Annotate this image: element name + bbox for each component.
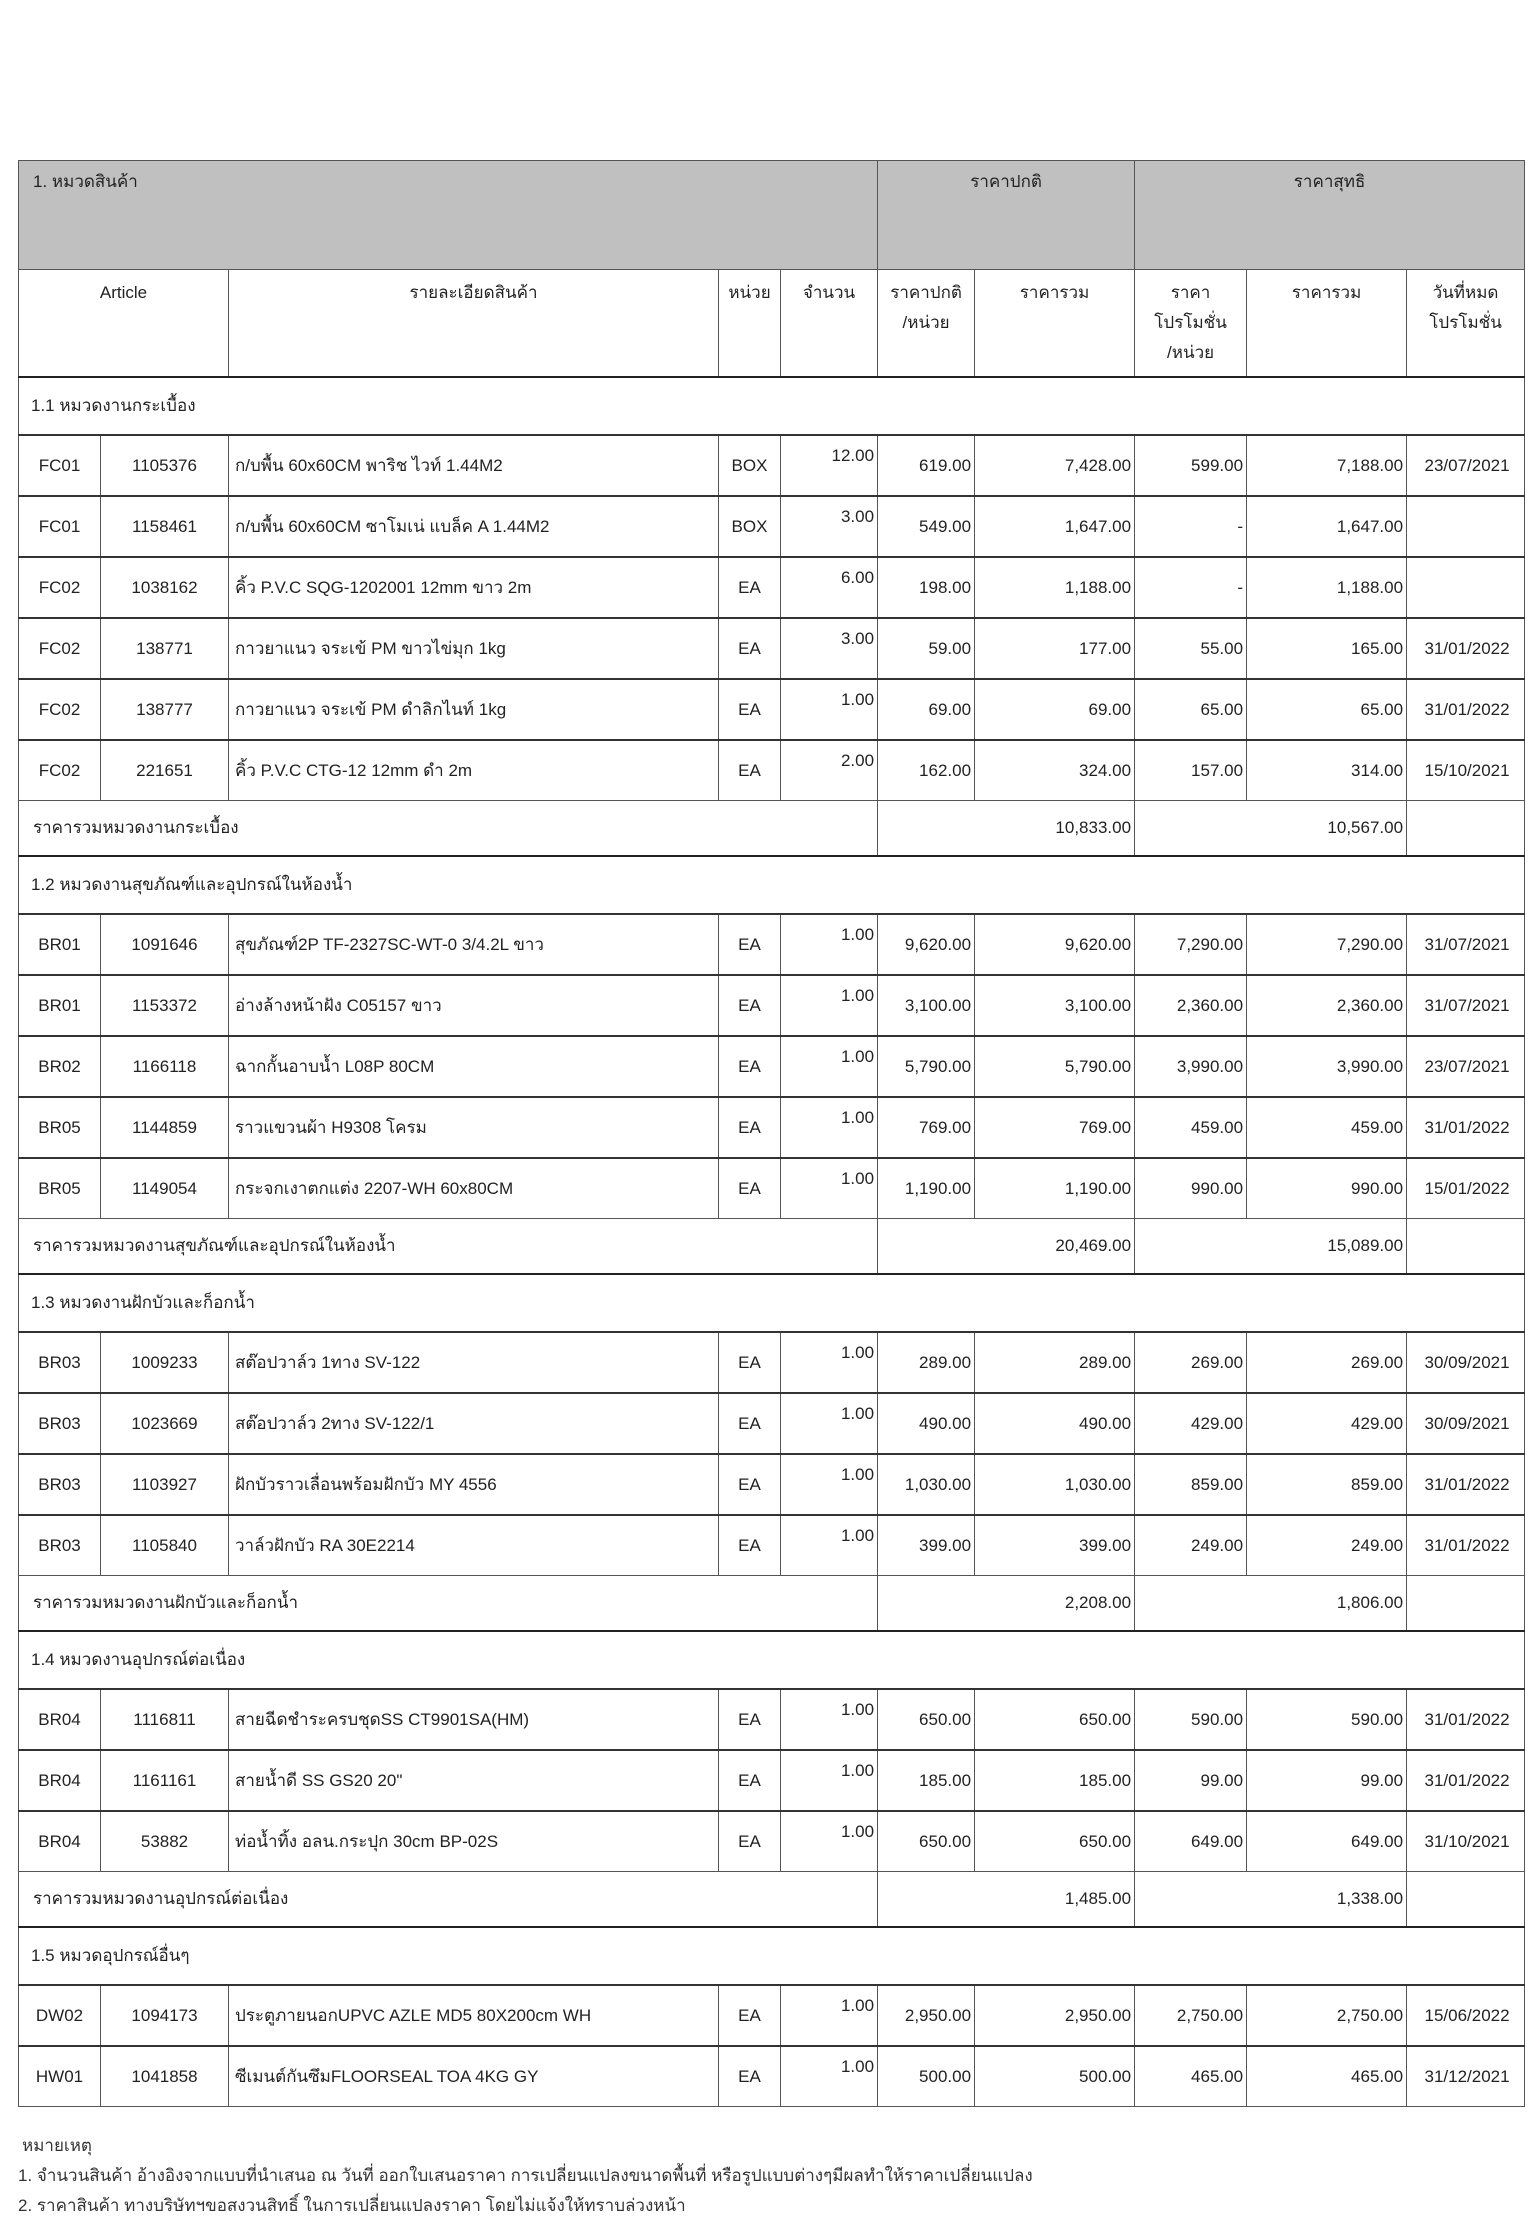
- item-promo-unit-price: 590.00: [1135, 1689, 1247, 1750]
- item-group-code: FC02: [19, 618, 101, 679]
- item-promo-unit-price: 249.00: [1135, 1515, 1247, 1576]
- item-promo-unit-price: 459.00: [1135, 1097, 1247, 1158]
- item-normal-unit-price: 650.00: [878, 1689, 975, 1750]
- subtotal-label: ราคารวมหมวดงานกระเบื้อง: [19, 801, 878, 857]
- table-row: [19, 1158, 1525, 1219]
- item-unit: EA: [719, 1097, 781, 1158]
- column-header-description: รายละเอียดสินค้า: [229, 270, 719, 378]
- item-quantity: 1.00: [781, 1689, 878, 1750]
- item-net-total: 314.00: [1247, 740, 1407, 801]
- item-group-code: HW01: [19, 2046, 101, 2107]
- item-description: อ่างล้างหน้าฝัง C05157 ขาว: [229, 975, 719, 1036]
- item-group-code: FC01: [19, 496, 101, 557]
- item-description: สต๊อปวาล์ว 1ทาง SV-122: [229, 1332, 719, 1393]
- item-promo-end-date: 31/01/2022: [1407, 618, 1525, 679]
- item-promo-unit-price: 7,290.00: [1135, 914, 1247, 975]
- item-description: วาล์วฝักบัว RA 30E2214: [229, 1515, 719, 1576]
- item-unit: BOX: [719, 496, 781, 557]
- item-article-number: 1166118: [101, 1036, 229, 1097]
- item-group-code: BR01: [19, 914, 101, 975]
- item-description: ก/บพื้น 60x60CM ซาโมเน่ แบล็ค A 1.44M2: [229, 496, 719, 557]
- item-normal-total: 769.00: [975, 1097, 1135, 1158]
- column-header-unit: หน่วย: [719, 270, 781, 378]
- item-description: สุขภัณฑ์2P TF-2327SC-WT-0 3/4.2L ขาว: [229, 914, 719, 975]
- item-quantity: 3.00: [781, 618, 878, 679]
- item-promo-unit-price: 3,990.00: [1135, 1036, 1247, 1097]
- item-quantity: 6.00: [781, 557, 878, 618]
- item-unit: BOX: [719, 435, 781, 496]
- subtotal-row: [19, 1872, 1525, 1928]
- item-promo-end-date: 31/01/2022: [1407, 1515, 1525, 1576]
- table-row: [19, 1515, 1525, 1576]
- item-group-code: BR04: [19, 1689, 101, 1750]
- column-header-promo-unit-price-line2: โปรโมชั่น: [1154, 313, 1227, 332]
- item-normal-total: 1,190.00: [975, 1158, 1135, 1219]
- item-description: กาวยาแนว จระเข้ PM ขาวไข่มุก 1kg: [229, 618, 719, 679]
- item-promo-unit-price: 55.00: [1135, 618, 1247, 679]
- item-unit: EA: [719, 740, 781, 801]
- section-title: 1.1 หมวดงานกระเบื้อง: [19, 377, 1525, 435]
- item-normal-total: 399.00: [975, 1515, 1135, 1576]
- item-quantity: 1.00: [781, 914, 878, 975]
- subtotal-net-total: 1,806.00: [1135, 1576, 1407, 1632]
- item-article-number: 1105840: [101, 1515, 229, 1576]
- section-title: 1.4 หมวดงานอุปกรณ์ต่อเนื่อง: [19, 1631, 1525, 1689]
- item-net-total: 465.00: [1247, 2046, 1407, 2107]
- item-unit: EA: [719, 1158, 781, 1219]
- item-normal-total: 490.00: [975, 1393, 1135, 1454]
- item-description: คิ้ว P.V.C SQG-1202001 12mm ขาว 2m: [229, 557, 719, 618]
- item-article-number: 1038162: [101, 557, 229, 618]
- item-promo-end-date: 23/07/2021: [1407, 435, 1525, 496]
- category-title: 1. หมวดสินค้า: [19, 161, 878, 270]
- item-article-number: 1023669: [101, 1393, 229, 1454]
- quotation-sheet: [18, 160, 1524, 2221]
- section-header-row: [19, 1631, 1525, 1689]
- item-unit: EA: [719, 1750, 781, 1811]
- item-quantity: 12.00: [781, 435, 878, 496]
- item-promo-unit-price: 465.00: [1135, 2046, 1247, 2107]
- item-normal-total: 69.00: [975, 679, 1135, 740]
- column-header-article: Article: [19, 270, 229, 378]
- subtotal-normal-total: 1,485.00: [878, 1872, 1135, 1928]
- item-quantity: 1.00: [781, 1393, 878, 1454]
- item-description: กระจกเงาตกแต่ง 2207-WH 60x80CM: [229, 1158, 719, 1219]
- item-unit: EA: [719, 1985, 781, 2046]
- item-net-total: 649.00: [1247, 1811, 1407, 1872]
- section-header-row: [19, 1274, 1525, 1332]
- item-quantity: 1.00: [781, 1985, 878, 2046]
- item-group-code: BR03: [19, 1454, 101, 1515]
- item-article-number: 1094173: [101, 1985, 229, 2046]
- item-description: คิ้ว P.V.C CTG-12 12mm ดำ 2m: [229, 740, 719, 801]
- item-article-number: 1105376: [101, 435, 229, 496]
- subtotal-empty-cell: [1407, 1576, 1525, 1632]
- subtotal-normal-total: 10,833.00: [878, 801, 1135, 857]
- item-normal-total: 289.00: [975, 1332, 1135, 1393]
- item-unit: EA: [719, 1454, 781, 1515]
- subtotal-row: [19, 801, 1525, 857]
- section-title: 1.5 หมวดอุปกรณ์อื่นๆ: [19, 1927, 1525, 1985]
- item-article-number: 1103927: [101, 1454, 229, 1515]
- item-net-total: 7,188.00: [1247, 435, 1407, 496]
- item-normal-total: 9,620.00: [975, 914, 1135, 975]
- item-promo-end-date: 31/01/2022: [1407, 679, 1525, 740]
- item-normal-total: 1,647.00: [975, 496, 1135, 557]
- item-unit: EA: [719, 975, 781, 1036]
- item-description: ก/บพื้น 60x60CM พาริช ไวท์ 1.44M2: [229, 435, 719, 496]
- item-description: สายน้ำดี SS GS20 20": [229, 1750, 719, 1811]
- item-quantity: 1.00: [781, 2046, 878, 2107]
- item-normal-total: 2,950.00: [975, 1985, 1135, 2046]
- table-row: [19, 1036, 1525, 1097]
- item-article-number: 1091646: [101, 914, 229, 975]
- item-net-total: 2,360.00: [1247, 975, 1407, 1036]
- table-row: [19, 1750, 1525, 1811]
- item-promo-end-date: 31/12/2021: [1407, 2046, 1525, 2107]
- item-promo-unit-price: 157.00: [1135, 740, 1247, 801]
- table-row: [19, 2046, 1525, 2107]
- item-description: ประตูภายนอกUPVC AZLE MD5 80X200cm WH: [229, 1985, 719, 2046]
- item-promo-unit-price: 599.00: [1135, 435, 1247, 496]
- item-normal-unit-price: 1,190.00: [878, 1158, 975, 1219]
- item-group-code: FC02: [19, 557, 101, 618]
- group-header-net-price: ราคาสุทธิ: [1135, 161, 1525, 270]
- item-promo-unit-price: 2,750.00: [1135, 1985, 1247, 2046]
- item-unit: EA: [719, 1689, 781, 1750]
- table-row: [19, 618, 1525, 679]
- column-header-normal-unit-price: [878, 270, 975, 378]
- item-quantity: 1.00: [781, 1036, 878, 1097]
- subtotal-empty-cell: [1407, 1219, 1525, 1275]
- item-unit: EA: [719, 557, 781, 618]
- column-header-promo-end-line2: โปรโมชั่น: [1429, 313, 1502, 332]
- item-net-total: 7,290.00: [1247, 914, 1407, 975]
- item-promo-end-date: 31/01/2022: [1407, 1097, 1525, 1158]
- item-net-total: 2,750.00: [1247, 1985, 1407, 2046]
- item-promo-end-date: 30/09/2021: [1407, 1332, 1525, 1393]
- table-row: [19, 1393, 1525, 1454]
- item-net-total: 1,647.00: [1247, 496, 1407, 557]
- item-group-code: BR01: [19, 975, 101, 1036]
- item-promo-end-date: 31/07/2021: [1407, 914, 1525, 975]
- table-row: [19, 679, 1525, 740]
- item-promo-end-date: 31/10/2021: [1407, 1811, 1525, 1872]
- item-promo-unit-price: 859.00: [1135, 1454, 1247, 1515]
- item-promo-end-date: 31/07/2021: [1407, 975, 1525, 1036]
- table-row: [19, 1332, 1525, 1393]
- item-normal-unit-price: 9,620.00: [878, 914, 975, 975]
- item-unit: EA: [719, 1036, 781, 1097]
- item-description: สต๊อปวาล์ว 2ทาง SV-122/1: [229, 1393, 719, 1454]
- item-promo-end-date: 31/01/2022: [1407, 1750, 1525, 1811]
- item-unit: EA: [719, 2046, 781, 2107]
- item-normal-unit-price: 500.00: [878, 2046, 975, 2107]
- item-description: ท่อน้ำทิ้ง อลน.กระปุก 30cm BP-02S: [229, 1811, 719, 1872]
- item-promo-unit-price: 2,360.00: [1135, 975, 1247, 1036]
- table-row: [19, 1454, 1525, 1515]
- table-row: [19, 740, 1525, 801]
- item-description: ซีเมนต์กันซึมFLOORSEAL TOA 4KG GY: [229, 2046, 719, 2107]
- item-normal-total: 177.00: [975, 618, 1135, 679]
- item-normal-total: 650.00: [975, 1811, 1135, 1872]
- column-header-qty: จำนวน: [781, 270, 878, 378]
- item-group-code: FC02: [19, 740, 101, 801]
- item-net-total: 269.00: [1247, 1332, 1407, 1393]
- item-article-number: 1158461: [101, 496, 229, 557]
- item-normal-total: 1,188.00: [975, 557, 1135, 618]
- item-quantity: 1.00: [781, 975, 878, 1036]
- item-net-total: 65.00: [1247, 679, 1407, 740]
- item-promo-unit-price: -: [1135, 496, 1247, 557]
- item-promo-end-date: 15/10/2021: [1407, 740, 1525, 801]
- item-unit: EA: [719, 1811, 781, 1872]
- column-header-promo-end-line1: วันที่หมด: [1432, 283, 1499, 302]
- table-row: [19, 557, 1525, 618]
- item-normal-unit-price: 289.00: [878, 1332, 975, 1393]
- item-group-code: BR03: [19, 1393, 101, 1454]
- item-quantity: 3.00: [781, 496, 878, 557]
- item-article-number: 1144859: [101, 1097, 229, 1158]
- item-net-total: 249.00: [1247, 1515, 1407, 1576]
- subtotal-normal-total: 20,469.00: [878, 1219, 1135, 1275]
- table-row: [19, 496, 1525, 557]
- item-promo-unit-price: -: [1135, 557, 1247, 618]
- item-net-total: 590.00: [1247, 1689, 1407, 1750]
- item-quantity: 1.00: [781, 1454, 878, 1515]
- column-header-promo-unit-price-line3: /หน่วย: [1167, 343, 1215, 362]
- subtotal-net-total: 10,567.00: [1135, 801, 1407, 857]
- item-net-total: 3,990.00: [1247, 1036, 1407, 1097]
- subtotal-label: ราคารวมหมวดงานฝักบัวและก็อกน้ำ: [19, 1576, 878, 1632]
- subtotal-net-total: 15,089.00: [1135, 1219, 1407, 1275]
- column-header-net-total: ราคารวม: [1247, 270, 1407, 378]
- item-net-total: 859.00: [1247, 1454, 1407, 1515]
- item-unit: EA: [719, 1393, 781, 1454]
- note-line: 2. ราคาสินค้า ทางบริษัทฯขอสงวนสิทธิ์ ในการเปลี่ยนแปลงราคา โดยไม่แจ้งให้ทราบล่วงหน้า: [18, 2196, 686, 2215]
- item-group-code: BR05: [19, 1097, 101, 1158]
- notes-block: [18, 2107, 1536, 2221]
- item-description: ฝักบัวราวเลื่อนพร้อมฝักบัว MY 4556: [229, 1454, 719, 1515]
- item-normal-total: 3,100.00: [975, 975, 1135, 1036]
- item-normal-total: 5,790.00: [975, 1036, 1135, 1097]
- item-group-code: BR04: [19, 1750, 101, 1811]
- section-title: 1.3 หมวดงานฝักบัวและก็อกน้ำ: [19, 1274, 1525, 1332]
- item-normal-total: 650.00: [975, 1689, 1135, 1750]
- item-promo-end-date: 31/01/2022: [1407, 1689, 1525, 1750]
- item-unit: EA: [719, 914, 781, 975]
- table-row: [19, 1097, 1525, 1158]
- item-description: ฉากกั้นอาบน้ำ L08P 80CM: [229, 1036, 719, 1097]
- column-header-normal-total: ราคารวม: [975, 270, 1135, 378]
- item-unit: EA: [719, 618, 781, 679]
- item-article-number: 138771: [101, 618, 229, 679]
- item-promo-unit-price: 99.00: [1135, 1750, 1247, 1811]
- subtotal-label: ราคารวมหมวดงานอุปกรณ์ต่อเนื่อง: [19, 1872, 878, 1928]
- item-normal-unit-price: 769.00: [878, 1097, 975, 1158]
- item-net-total: 429.00: [1247, 1393, 1407, 1454]
- section-header-row: [19, 377, 1525, 435]
- item-article-number: 221651: [101, 740, 229, 801]
- item-promo-unit-price: 649.00: [1135, 1811, 1247, 1872]
- item-article-number: 1041858: [101, 2046, 229, 2107]
- table-row: [19, 1689, 1525, 1750]
- item-group-code: DW02: [19, 1985, 101, 2046]
- item-article-number: 1116811: [101, 1689, 229, 1750]
- item-quantity: 1.00: [781, 1158, 878, 1219]
- item-promo-end-date: 15/06/2022: [1407, 1985, 1525, 2046]
- note-line: 1. จำนวนสินค้า อ้างอิงจากแบบที่นำเสนอ ณ วันที่ ออกใบเสนอราคา การเปลี่ยนแปลงขนาดพื้นที่ หรือรูปแบบต่างๆมีผลทำให้ราคาเปลี่ยนแปลง: [18, 2166, 1033, 2185]
- item-normal-unit-price: 2,950.00: [878, 1985, 975, 2046]
- subtotal-row: [19, 1576, 1525, 1632]
- table-row: [19, 1985, 1525, 2046]
- subtotal-row: [19, 1219, 1525, 1275]
- item-net-total: 990.00: [1247, 1158, 1407, 1219]
- item-group-code: BR05: [19, 1158, 101, 1219]
- item-group-code: BR03: [19, 1332, 101, 1393]
- item-net-total: 99.00: [1247, 1750, 1407, 1811]
- item-normal-unit-price: 650.00: [878, 1811, 975, 1872]
- column-header-promo-unit-price-line1: ราคา: [1170, 283, 1211, 302]
- column-header-promo-end: [1407, 270, 1525, 378]
- item-description: สายฉีดชำระครบชุดSS CT9901SA(HM): [229, 1689, 719, 1750]
- item-normal-total: 7,428.00: [975, 435, 1135, 496]
- notes-title: หมายเหตุ: [22, 2136, 92, 2155]
- item-normal-unit-price: 1,030.00: [878, 1454, 975, 1515]
- item-quantity: 1.00: [781, 1097, 878, 1158]
- item-normal-unit-price: 3,100.00: [878, 975, 975, 1036]
- table-row: [19, 914, 1525, 975]
- column-header-promo-unit-price: [1135, 270, 1247, 378]
- item-quantity: 2.00: [781, 740, 878, 801]
- header-band-row: [19, 161, 1525, 270]
- item-article-number: 53882: [101, 1811, 229, 1872]
- column-header-normal-unit-price-line2: /หน่วย: [902, 313, 950, 332]
- item-normal-unit-price: 198.00: [878, 557, 975, 618]
- item-normal-unit-price: 490.00: [878, 1393, 975, 1454]
- subtotal-empty-cell: [1407, 801, 1525, 857]
- item-article-number: 1161161: [101, 1750, 229, 1811]
- item-promo-unit-price: 990.00: [1135, 1158, 1247, 1219]
- subtotal-empty-cell: [1407, 1872, 1525, 1928]
- column-header-row: [19, 270, 1525, 378]
- table-row: [19, 975, 1525, 1036]
- item-quantity: 1.00: [781, 1332, 878, 1393]
- section-header-row: [19, 1927, 1525, 1985]
- item-description: ราวแขวนผ้า H9308 โครม: [229, 1097, 719, 1158]
- item-normal-unit-price: 5,790.00: [878, 1036, 975, 1097]
- item-normal-unit-price: 162.00: [878, 740, 975, 801]
- item-quantity: 1.00: [781, 679, 878, 740]
- item-promo-end-date: 15/01/2022: [1407, 1158, 1525, 1219]
- item-normal-total: 500.00: [975, 2046, 1135, 2107]
- item-group-code: BR02: [19, 1036, 101, 1097]
- item-net-total: 165.00: [1247, 618, 1407, 679]
- item-unit: EA: [719, 679, 781, 740]
- item-promo-end-date: 23/07/2021: [1407, 1036, 1525, 1097]
- item-normal-unit-price: 619.00: [878, 435, 975, 496]
- item-promo-end-date: 30/09/2021: [1407, 1393, 1525, 1454]
- item-quantity: 1.00: [781, 1515, 878, 1576]
- item-promo-unit-price: 269.00: [1135, 1332, 1247, 1393]
- item-net-total: 1,188.00: [1247, 557, 1407, 618]
- subtotal-label: ราคารวมหมวดงานสุขภัณฑ์และอุปกรณ์ในห้องน้ำ: [19, 1219, 878, 1275]
- item-normal-total: 185.00: [975, 1750, 1135, 1811]
- item-group-code: BR03: [19, 1515, 101, 1576]
- item-normal-unit-price: 59.00: [878, 618, 975, 679]
- item-unit: EA: [719, 1332, 781, 1393]
- item-article-number: 138777: [101, 679, 229, 740]
- section-header-row: [19, 856, 1525, 914]
- item-article-number: 1149054: [101, 1158, 229, 1219]
- item-description: กาวยาแนว จระเข้ PM ดำลิกไนท์ 1kg: [229, 679, 719, 740]
- item-promo-end-date: [1407, 496, 1525, 557]
- item-normal-total: 1,030.00: [975, 1454, 1135, 1515]
- item-normal-unit-price: 399.00: [878, 1515, 975, 1576]
- item-promo-unit-price: 429.00: [1135, 1393, 1247, 1454]
- item-normal-unit-price: 549.00: [878, 496, 975, 557]
- item-group-code: FC01: [19, 435, 101, 496]
- section-title: 1.2 หมวดงานสุขภัณฑ์และอุปกรณ์ในห้องน้ำ: [19, 856, 1525, 914]
- item-net-total: 459.00: [1247, 1097, 1407, 1158]
- item-promo-unit-price: 65.00: [1135, 679, 1247, 740]
- column-header-normal-unit-price-line1: ราคาปกติ: [890, 283, 962, 302]
- item-article-number: 1153372: [101, 975, 229, 1036]
- subtotal-net-total: 1,338.00: [1135, 1872, 1407, 1928]
- item-quantity: 1.00: [781, 1811, 878, 1872]
- table-row: [19, 435, 1525, 496]
- item-quantity: 1.00: [781, 1750, 878, 1811]
- item-normal-unit-price: 69.00: [878, 679, 975, 740]
- group-header-normal-price: ราคาปกติ: [878, 161, 1135, 270]
- item-article-number: 1009233: [101, 1332, 229, 1393]
- item-promo-end-date: 31/01/2022: [1407, 1454, 1525, 1515]
- item-unit: EA: [719, 1515, 781, 1576]
- item-normal-total: 324.00: [975, 740, 1135, 801]
- table-row: [19, 1811, 1525, 1872]
- item-promo-end-date: [1407, 557, 1525, 618]
- item-group-code: FC02: [19, 679, 101, 740]
- subtotal-normal-total: 2,208.00: [878, 1576, 1135, 1632]
- quotation-table: [18, 160, 1525, 2107]
- item-normal-unit-price: 185.00: [878, 1750, 975, 1811]
- item-group-code: BR04: [19, 1811, 101, 1872]
